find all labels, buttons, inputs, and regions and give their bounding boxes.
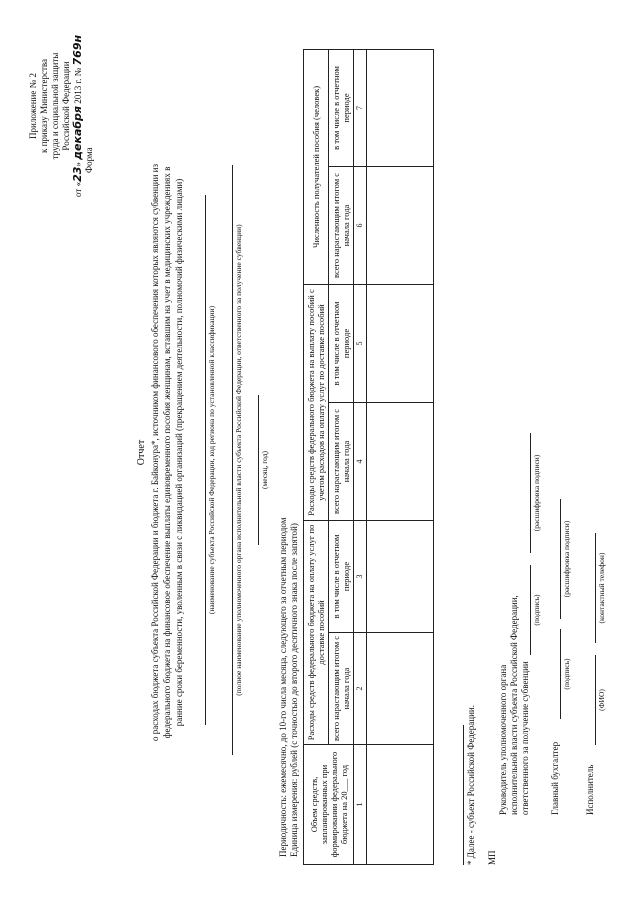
column-number: 3 <box>354 520 367 632</box>
appendix-line-3: труда и социальной защиты <box>50 52 60 160</box>
form-label: Форма <box>84 147 94 173</box>
caption-subject: (наименование субъекта Российской Федерации, код региона по установленной классификации) <box>207 305 216 615</box>
column-number: 2 <box>354 633 367 745</box>
subheader-period: в том числе в отчетном периоде <box>329 520 354 632</box>
executor-fio-line[interactable] <box>595 655 596 745</box>
report-description-1: о расходах бюджета субъекта Российской Федерации и бюджета г. Байконура*, источником финансового обеспечения которых являются субвенции из <box>150 163 160 742</box>
date-year: 2013 г. № <box>73 67 83 106</box>
subheader-period: в том числе в отчетном периоде <box>329 49 354 166</box>
period-fill-line <box>258 395 259 545</box>
appendix-line-1: Приложение № 2 <box>28 73 38 139</box>
organ-fill-line <box>232 165 233 755</box>
head-decoding-caption: (расшифровка подписи) <box>532 454 541 532</box>
report-description-2: федерального бюджета на финансовое обеспечение выплаты единовременного пособия женщинам, вставшим на учет в медицинских учреждениях в <box>162 166 172 739</box>
report-description-3: ранние сроки беременности, уволенным в связи с ликвидацией организаций (прекращением деятельности, полномочий физическими лицами) <box>174 178 184 727</box>
accountant-signature-line[interactable] <box>560 629 561 719</box>
head-signature-line[interactable] <box>530 565 531 655</box>
report-title: Отчет <box>136 439 147 466</box>
data-cell[interactable] <box>367 402 434 520</box>
table-data-row <box>367 49 434 864</box>
caption-period: (месяц, год) <box>260 450 269 490</box>
column-number: 6 <box>354 166 367 284</box>
subheader-cumulative: всего нарастающим итогом с начала года <box>329 402 354 520</box>
subheader-cumulative: всего нарастающим итогом с начала года <box>329 633 354 745</box>
header-planned-volume: Объем средств, запланированных при формировании федерального бюджета на 20___ год <box>304 745 354 865</box>
date-day: 23 <box>71 166 84 182</box>
subheader-period: в том числе в отчетном периоде <box>329 284 354 402</box>
column-number: 7 <box>354 49 367 166</box>
stamp-label: МП <box>487 850 497 865</box>
appendix-line-2: к приказу Министерства <box>39 58 49 154</box>
column-number: 5 <box>354 284 367 402</box>
table-subheader-row <box>329 49 354 864</box>
subject-fill-line <box>205 195 206 725</box>
appendix-block <box>28 31 95 197</box>
date-month: декабря <box>71 106 84 160</box>
executor-phone-caption: (контактный телефон) <box>597 552 606 624</box>
date-mid: » <box>73 159 83 167</box>
header-delivery-expenses: Расходы средств федерального бюджета на оплату услуг по доставке пособий <box>304 520 329 744</box>
periodicity-text: Периодичность: ежемесячно, до 10-го числа месяца, следующего за отчетным периодом <box>278 517 288 857</box>
report-table <box>303 49 434 865</box>
head-line-3: ответственного за получение субвенции <box>520 661 530 815</box>
appendix-date-line <box>72 31 84 197</box>
header-benefit-expenses: Расходы средств федерального бюджета на выплату пособий с учетом расходов на оплату услуг по доставке пособий <box>304 284 329 520</box>
head-line-1: Руководитель уполномоченного органа <box>498 664 508 815</box>
head-decoding-line[interactable] <box>530 433 531 553</box>
caption-organ: (полное наименование уполномоченного органа исполнительной власти субъекта Российской Федерации, ответственного за получение субвенции) <box>234 224 243 696</box>
date-prefix: от « <box>73 181 83 197</box>
data-cell[interactable] <box>367 520 434 632</box>
executor-fio-caption: (ФИО) <box>597 689 606 711</box>
footnote: * Далее - субъект Российской Федерации. <box>466 705 476 865</box>
appendix-line-4: Российской Федерации <box>61 61 71 151</box>
head-signature-caption: (подпись) <box>532 594 541 626</box>
accountant-signature-caption: (подпись) <box>562 658 571 690</box>
head-line-2: исполнительной власти субъекта Российской Федерации, <box>509 595 519 815</box>
data-cell[interactable] <box>367 284 434 402</box>
column-number: 1 <box>354 745 367 865</box>
data-cell[interactable] <box>367 49 434 166</box>
executor-label: Исполнитель <box>585 764 595 815</box>
chief-accountant-label: Главный бухгалтер <box>550 741 560 815</box>
column-number: 4 <box>354 402 367 520</box>
data-cell[interactable] <box>367 166 434 284</box>
accountant-decoding-line[interactable] <box>560 499 561 619</box>
table-number-row <box>354 49 367 864</box>
table-header-row <box>304 49 329 864</box>
data-cell[interactable] <box>367 633 434 745</box>
executor-phone-line[interactable] <box>595 533 596 643</box>
unit-text: Единица измерения: рублей (с точностью до второго десятичного знака после запятой) <box>289 523 299 857</box>
header-recipients-count: Численность получателей пособия (человек) <box>304 49 329 284</box>
accountant-decoding-caption: (расшифровка подписи) <box>562 520 571 598</box>
footnote-rule <box>463 725 464 865</box>
data-cell[interactable] <box>367 745 434 865</box>
subheader-cumulative: всего нарастающим итогом с начала года <box>329 166 354 284</box>
order-number: 769н <box>71 34 84 66</box>
